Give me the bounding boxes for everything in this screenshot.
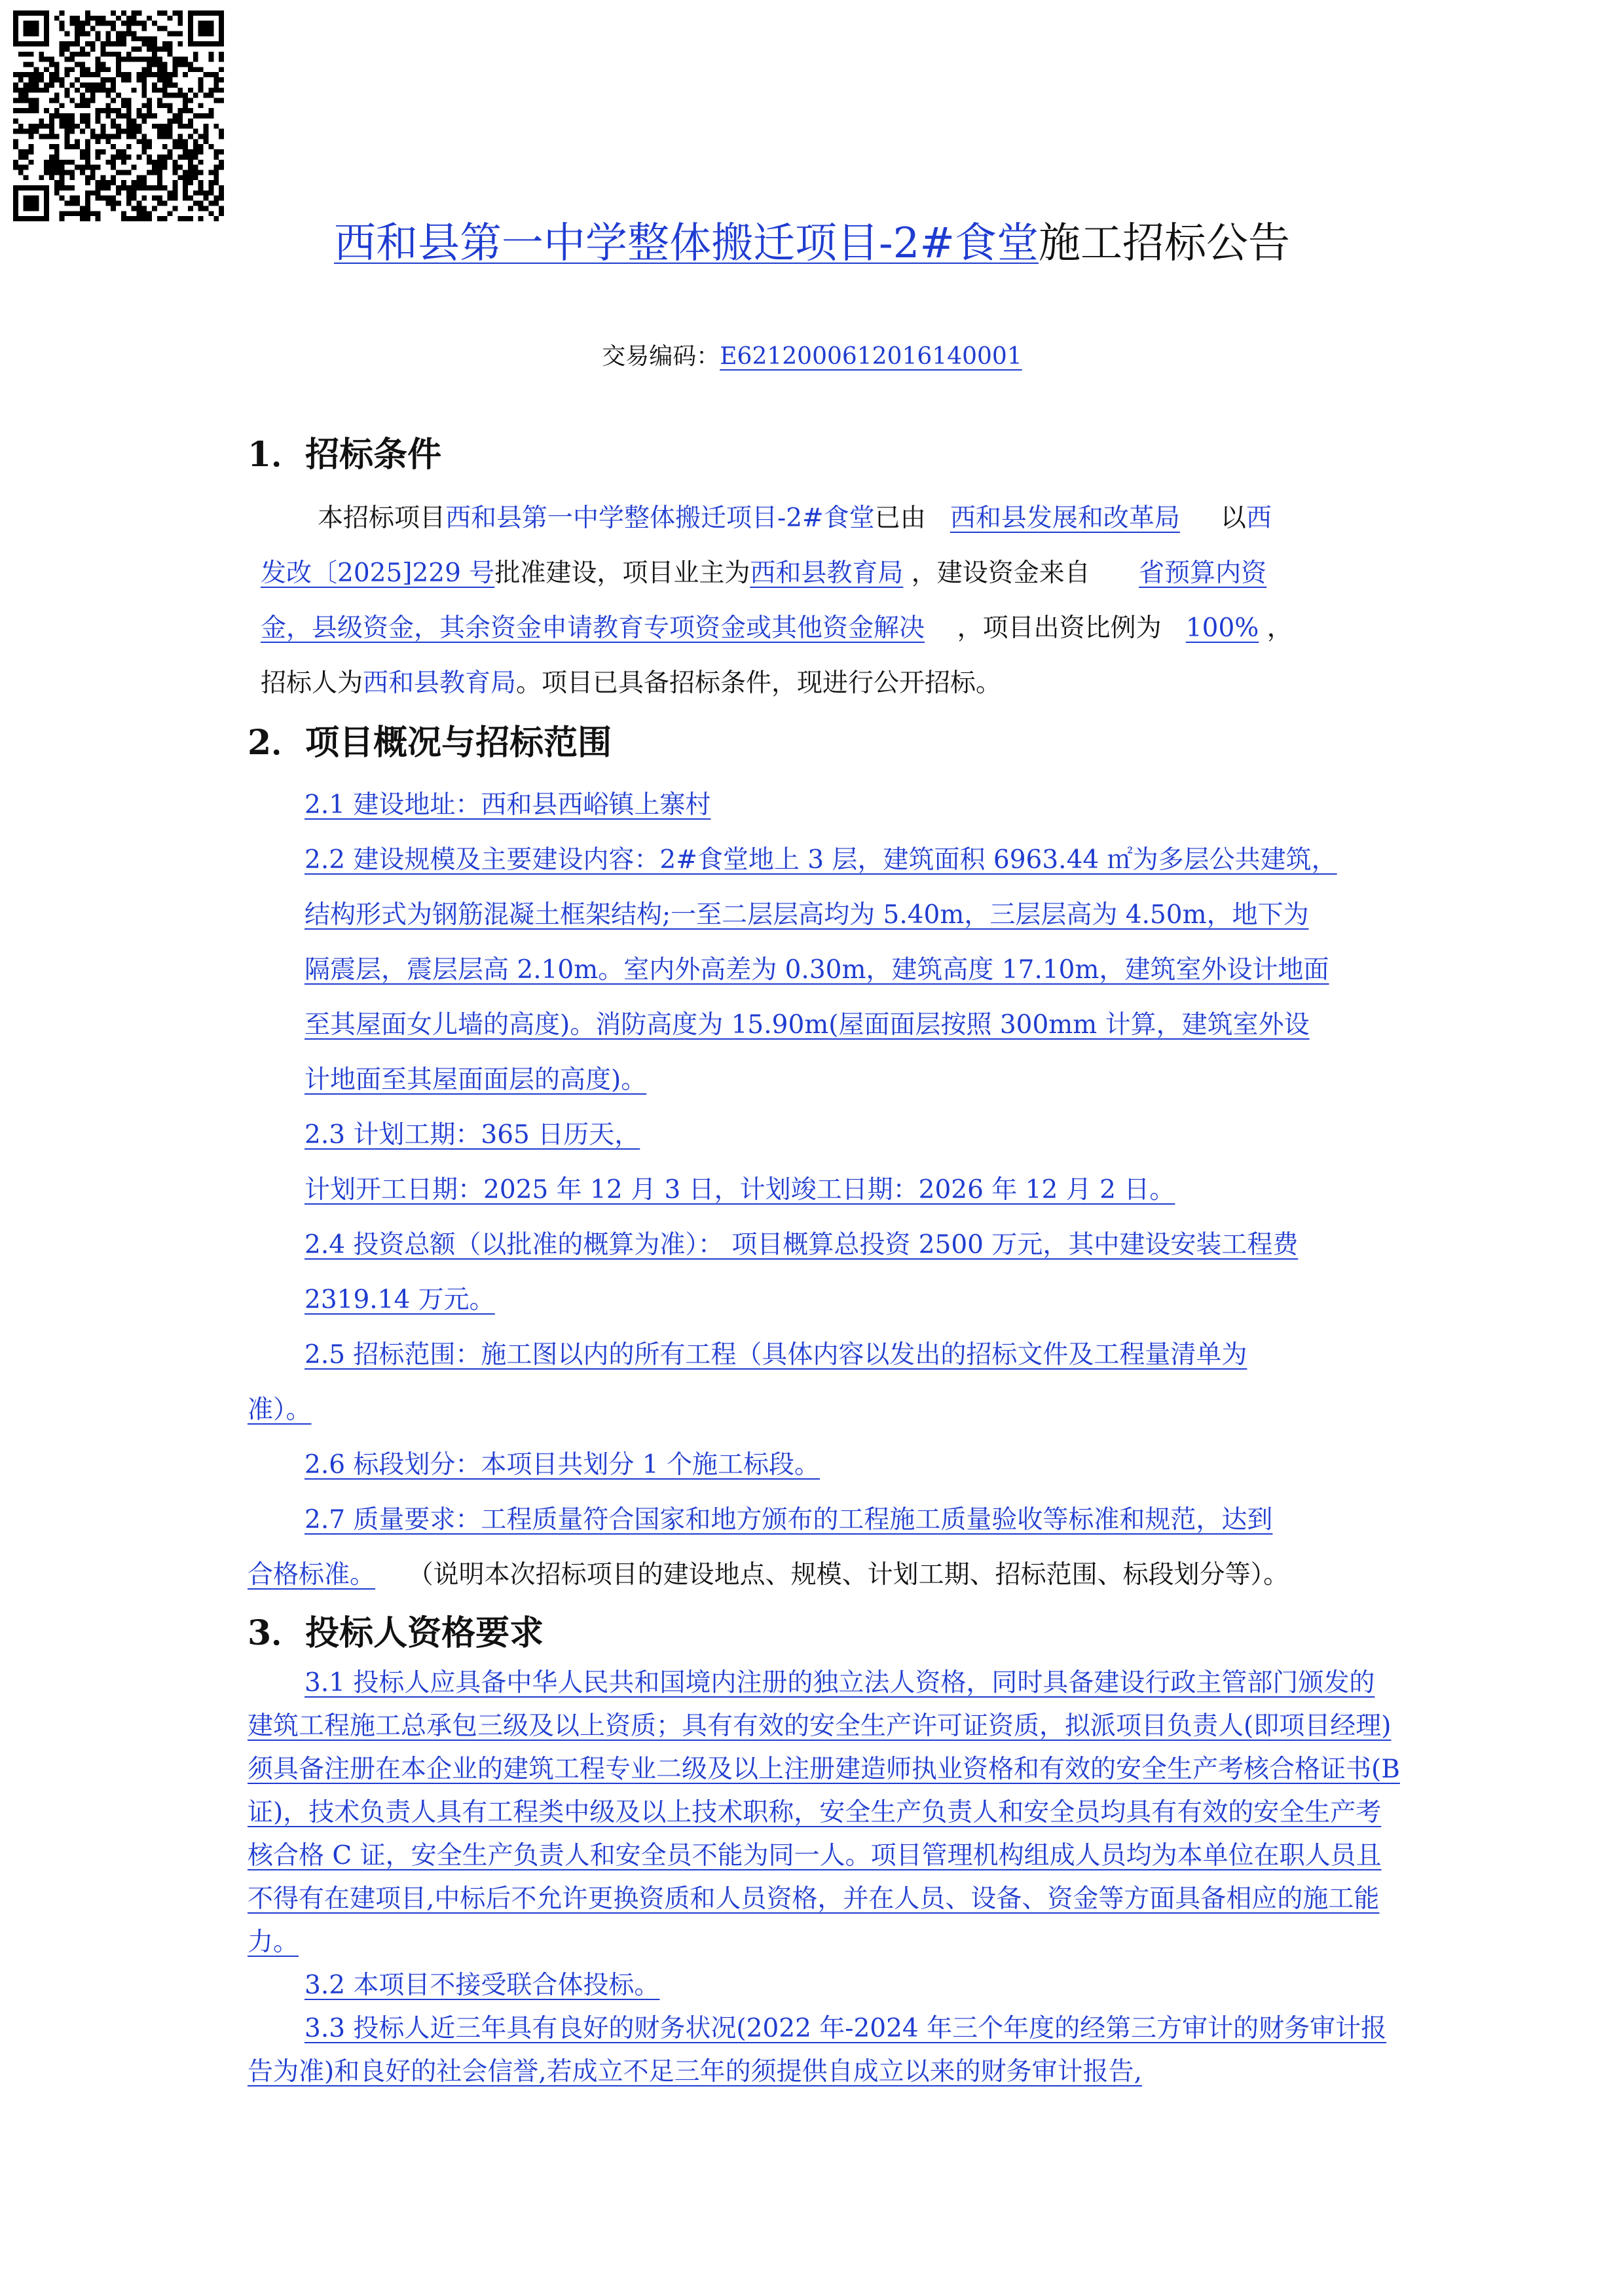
s1-docno-link[interactable]: 发改〔2025]229 号 <box>261 558 495 588</box>
s3-paragraph-3[interactable]: 3.3 投标人近三年具有良好的财务状况(2022 年-2024 年三个年度的经第三方审计的财务审计报告为准)和良好的社会信誉,若成立不足三年的须提供自成立以来的财务审计报告, <box>248 2014 1387 2086</box>
s2-line[interactable]: 至其屋面女儿墙的高度)。消防高度为 15.90m(屋面面层按照 300mm 计算，建筑室外设 <box>304 1010 1310 1040</box>
s2-line[interactable]: 结构形式为钢筋混凝土框架结构;一至二层层高均为 5.40m，三层层高为 4.50m，地下为 <box>304 900 1309 930</box>
s1-ratio-link[interactable]: 100% <box>1185 613 1259 643</box>
section2-heading: 2．项目概况与招标范围 <box>248 723 612 763</box>
s1-text: ， <box>1266 613 1293 643</box>
s1-project-link[interactable]: 西和县第一中学整体搬迁项目-2#食堂 <box>445 503 875 533</box>
s1-tenderer-link[interactable]: 西和县教育局 <box>363 668 517 698</box>
s1-text: 本招标项目 <box>318 503 446 533</box>
s2-line[interactable]: 2319.14 万元。 <box>304 1285 495 1315</box>
s2-line[interactable]: 计地面至其屋面面层的高度)。 <box>304 1065 647 1095</box>
s2-line[interactable]: 2.7 质量要求：工程质量符合国家和地方颁布的工程施工质量验收等标准和规范，达到 <box>304 1505 1273 1535</box>
s2-line[interactable]: 2.3 计划工期：365 日历天， <box>304 1120 640 1150</box>
project-title-link[interactable]: 西和县第一中学整体搬迁项目-2#食堂 <box>334 219 1039 268</box>
s1-text: ，项目出资比例为 <box>957 613 1162 643</box>
s1-text: 。项目已具备招标条件，现进行公开招标。 <box>516 668 1002 698</box>
s1-docno-link[interactable]: 西 <box>1246 503 1272 533</box>
s1-owner-link[interactable]: 西和县教育局 <box>750 558 904 588</box>
qr-code-icon <box>13 10 224 221</box>
s1-text: ，建设资金来自 <box>911 558 1090 588</box>
section3-body[interactable] <box>248 1662 1400 2094</box>
s2-line[interactable]: 2.6 标段划分：本项目共划分 1 个施工标段。 <box>304 1450 821 1480</box>
s2-note: （说明本次招标项目的建设地点、规模、计划工期、招标范围、标段划分等）。 <box>407 1560 1289 1590</box>
s2-line[interactable]: 2.4 投资总额（以批准的概算为准）： 项目概算总投资 2500 万元，其中建设安装工程费 <box>304 1230 1299 1260</box>
title-suffix: 施工招标公告 <box>1038 219 1290 268</box>
s1-text: 已由 <box>874 503 926 533</box>
s3-paragraph-2[interactable]: 3.2 本项目不接受联合体投标。 <box>304 1971 660 2000</box>
s2-line[interactable]: 2.2 建设规模及主要建设内容：2#食堂地上 3 层，建筑面积 6963.44 ㎡为多层公共建筑， <box>304 845 1337 875</box>
s2-line[interactable]: 2.5 招标范围：施工图以内的所有工程（具体内容以发出的招标文件及工程量清单为 <box>304 1340 1247 1370</box>
s1-text: 招标人为 <box>261 668 363 698</box>
s1-text: 批准建设，项目业主为 <box>494 558 750 588</box>
trade-code-line <box>0 331 1624 383</box>
s1-funds-link[interactable]: 金，县级资金，其余资金申请教育专项资金或其他资金解决 <box>261 613 925 643</box>
page-title <box>0 211 1624 276</box>
s2-quality-link[interactable]: 合格标准。 <box>248 1560 376 1590</box>
s1-funds-link[interactable]: 省预算内资 <box>1139 558 1267 588</box>
trade-code-link[interactable]: E6212000612016140001 <box>720 343 1022 370</box>
s3-paragraph-1[interactable]: 3.1 投标人应具备中华人民共和国境内注册的独立法人资格，同时具备建设行政主管部门颁发的建筑工程施工总承包三级及以上资质；具有有效的安全生产许可证资质，拟派项目负责人(即项目经理)须具备注册在本企业的建筑工程专业二级及以上注册建造师执业资格和有效的安全生产考核合格证书(B 证)，技术负责人具有工程类中级及以上技术职称，安全生产负责人和安全员均具有有效的安全生产考核合格 C 证，安全生产负责人和安全员不能为同一人。项目管理机构组成人员均为本单位在职人员且不得有在建项目,中标后不允许更换资质和人员资格，并在人员、设备、资金等方面具备相应的施工能力。 <box>248 1668 1400 1957</box>
s2-line[interactable]: 准）。 <box>248 1395 312 1425</box>
trade-code-label: 交易编码： <box>602 343 720 370</box>
s2-line[interactable]: 计划开工日期：2025 年 12 月 3 日，计划竣工日期：2026 年 12 月 2 日。 <box>304 1175 1175 1205</box>
s2-line-15 <box>248 1548 1289 1603</box>
s2-line[interactable]: 隔震层，震层层高 2.10m。室内外高差为 0.30m，建筑高度 17.10m，建筑室外设计地面 <box>304 955 1329 985</box>
section3-heading: 3．投标人资格要求 <box>248 1613 544 1653</box>
s1-text: 以 <box>1220 503 1246 533</box>
section1-body <box>261 491 1400 711</box>
s1-approver-link[interactable]: 西和县发展和改革局 <box>950 503 1180 533</box>
section1-heading: 1．招标条件 <box>248 435 442 475</box>
s2-line[interactable]: 2.1 建设地址：西和县西峪镇上寨村 <box>304 790 711 820</box>
